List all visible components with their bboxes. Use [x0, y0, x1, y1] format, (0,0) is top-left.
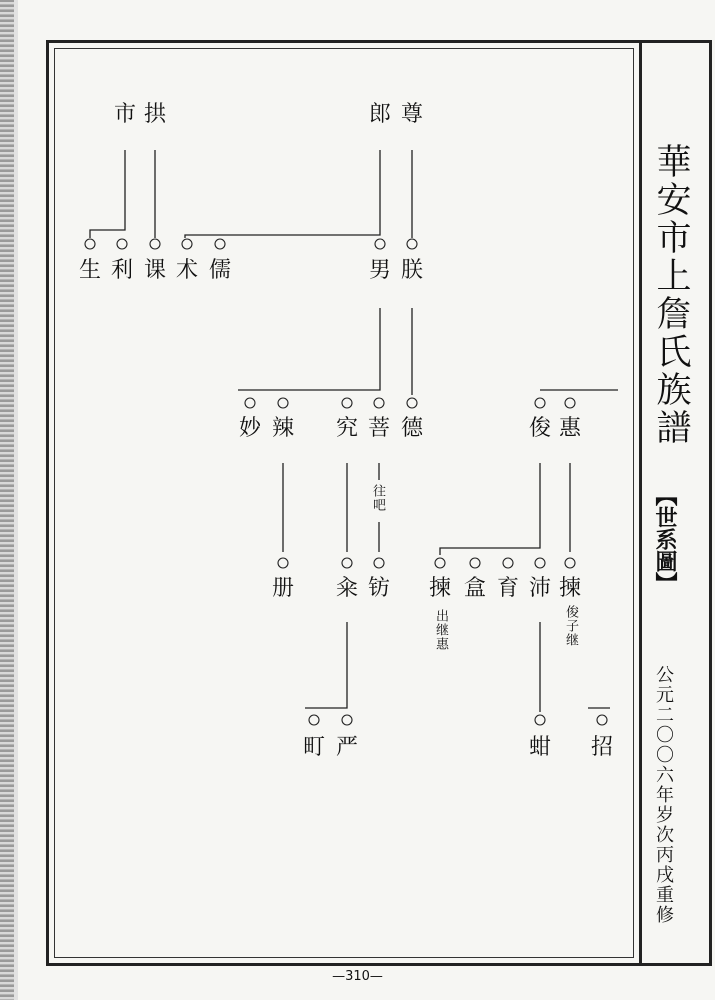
- name-pu: 菩: [368, 416, 391, 441]
- name-zhao: 招: [591, 735, 614, 760]
- name-jian-2: 揀: [559, 576, 582, 601]
- name-shi: 市: [114, 102, 137, 127]
- name-zhen: 朕: [401, 258, 424, 283]
- name-yan: 严: [336, 735, 359, 760]
- name-ce: 册: [272, 576, 295, 601]
- name-fang: 钫: [368, 576, 391, 601]
- name-de: 德: [401, 416, 424, 441]
- name-la: 辣: [272, 416, 295, 441]
- name-gong: 拱: [144, 102, 167, 127]
- name-li: 利: [111, 258, 134, 283]
- name-he: 盒: [464, 576, 487, 601]
- name-han: 蚶: [529, 735, 552, 760]
- name-di: 籴: [336, 576, 359, 601]
- page-number: —310—: [332, 969, 383, 984]
- note-adopted-in: 俊子继: [563, 605, 578, 647]
- name-hui: 惠: [559, 416, 582, 441]
- name-ke: 课: [144, 258, 167, 283]
- name-jian-1: 揀: [429, 576, 452, 601]
- name-lang: 郎: [369, 102, 392, 127]
- section-label: 【世系圖】: [652, 484, 678, 594]
- name-ting: 町: [303, 735, 326, 760]
- book-title: 華安市上詹氏族譜: [651, 143, 691, 447]
- name-jiu: 究: [336, 416, 359, 441]
- name-nan: 男: [369, 258, 392, 283]
- name-shu: 术: [176, 258, 199, 283]
- name-yu: 育: [497, 576, 520, 601]
- edition-text: 公元二〇〇六年岁次丙戌重修: [653, 665, 674, 925]
- name-miao: 妙: [239, 416, 262, 441]
- note-went-to: 往吧: [370, 484, 385, 512]
- name-pei: 沛: [529, 576, 552, 601]
- name-sheng: 生: [79, 258, 102, 283]
- name-jun: 俊: [529, 416, 552, 441]
- name-ru: 儒: [209, 258, 232, 283]
- name-zun: 尊: [401, 102, 424, 127]
- note-adopted-out: 出继惠: [433, 609, 448, 651]
